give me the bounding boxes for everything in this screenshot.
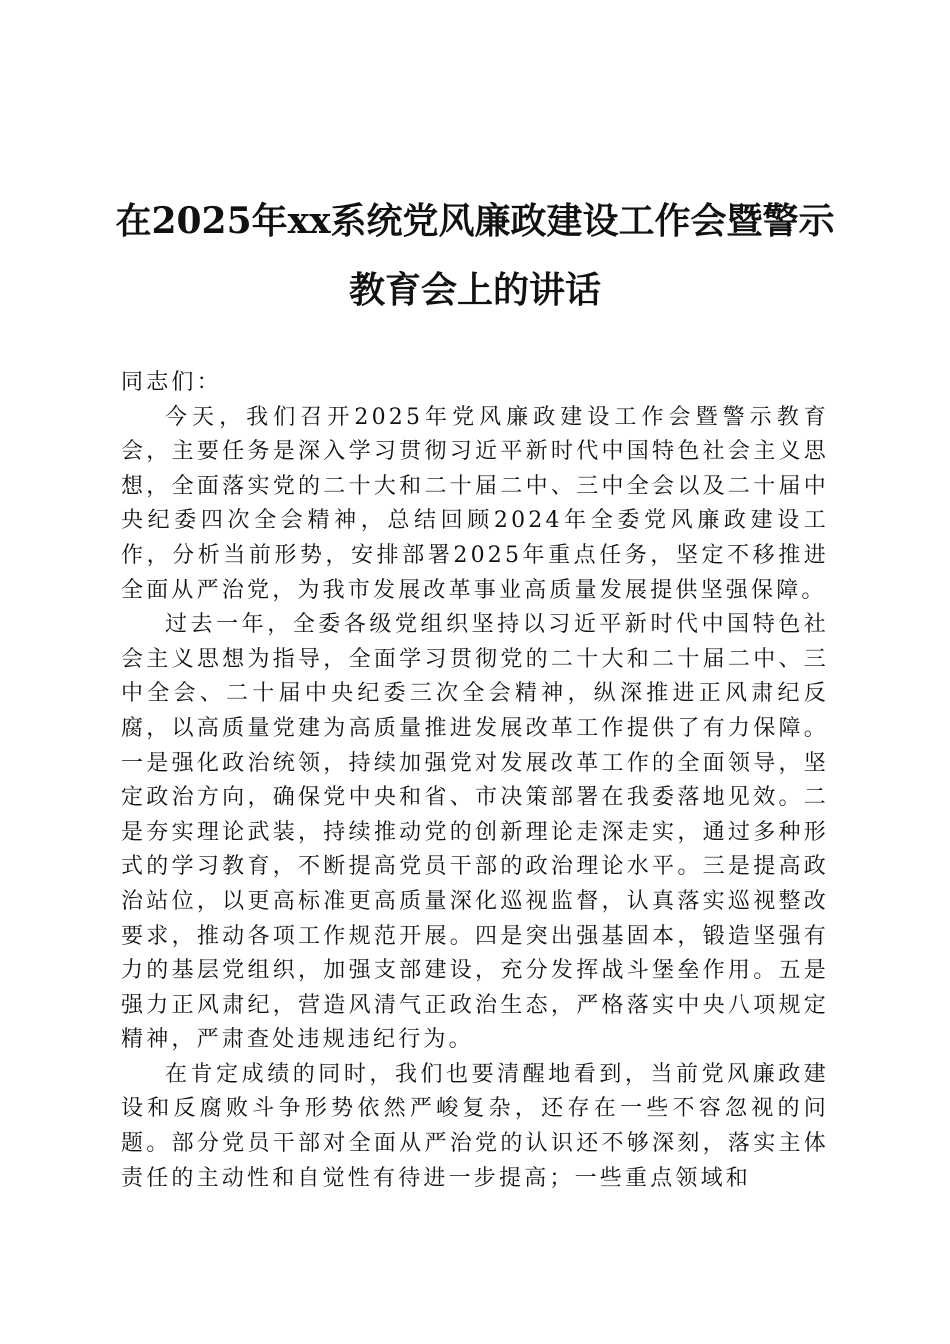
paragraph-1: 今天，我们召开2025年党风廉政建设工作会暨警示教育会，主要任务是深入学习贯彻习近平新时代中国特色社会主义思想，全面落实党的二十大和二十届二中、三中全会以及二十届中央纪委四次全会精神，总结回顾2024年全委党风廉政建设工作，分析当前形势，安排部署2025年重点任务，坚定不移推进全面从严治党，为我市发展改革事业高质量发展提供坚强保障。 [121, 404, 829, 603]
document-body [121, 366, 829, 1196]
paragraph-2: 过去一年，全委各级党组织坚持以习近平新时代中国特色社会主义思想为指导，全面学习贯彻党的二十大和二十届二中、三中全会、二十届中央纪委三次全会精神，纵深推进正风肃纪反腐，以高质量党建为高质量推进发展改革工作提供了有力保障。一是强化政治统领，持续加强党对发展改革工作的全面领导，坚定政治方向，确保党中央和省、市决策部署在我委落地见效。二是夯实理论武装，持续推动党的创新理论走深走实，通过多种形式的学习教育，不断提高党员干部的政治理论水平。三是提高政治站位，以更高标准更高质量深化巡视监督，认真落实巡视整改要求，推动各项工作规范开展。四是突出强基固本，锻造坚强有力的基层党组织，加强支部建设，充分发挥战斗堡垒作用。五是强力正风肃纪，营造风清气正政治生态，严格落实中央八项规定精神，严肃查处违规违纪行为。 [121, 612, 829, 1053]
document-title-line-1: 在2025年xx系统党风廉政建设工作会暨警示 [115, 200, 835, 242]
paragraph-3: 在肯定成绩的同时，我们也要清醒地看到，当前党风廉政建设和反腐败斗争形势依然严峻复杂，还存在一些不容忽视的问题。部分党员干部对全面从严治党的认识还不够深刻，落实主体责任的主动性和自觉性有待进一步提高；一些重点领域和 [121, 1061, 829, 1191]
document-title-line-2: 教育会上的讲话 [348, 269, 601, 311]
salutation: 同志们： [121, 370, 222, 395]
